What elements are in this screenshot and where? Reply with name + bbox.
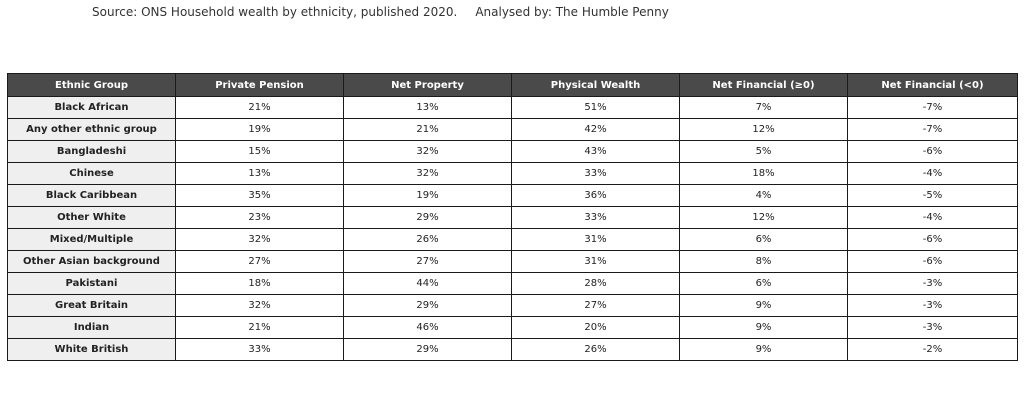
analysed-by-text: Analysed by: The Humble Penny xyxy=(475,5,669,19)
table-body xyxy=(8,97,1018,361)
table-cell: 21% xyxy=(176,317,344,339)
row-label: Any other ethnic group xyxy=(8,119,176,141)
table-row xyxy=(8,273,1018,295)
table-cell: 29% xyxy=(344,339,512,361)
column-header-3: Physical Wealth xyxy=(512,74,680,97)
wealth-composition-table xyxy=(7,73,1018,361)
source-text: Source: ONS Household wealth by ethnicity, published 2020. xyxy=(92,5,458,19)
table-cell: -5% xyxy=(848,185,1018,207)
table-cell: 44% xyxy=(344,273,512,295)
table-cell: 9% xyxy=(680,295,848,317)
table-cell: 12% xyxy=(680,119,848,141)
row-label: Black African xyxy=(8,97,176,119)
column-header-2: Net Property xyxy=(344,74,512,97)
row-label: Other Asian background xyxy=(8,251,176,273)
table-cell: 18% xyxy=(680,163,848,185)
table-cell: 27% xyxy=(512,295,680,317)
column-header-0: Ethnic Group xyxy=(8,74,176,97)
table-cell: -3% xyxy=(848,273,1018,295)
table-cell: 21% xyxy=(344,119,512,141)
table-cell: 18% xyxy=(176,273,344,295)
table-cell: -6% xyxy=(848,229,1018,251)
table-cell: 27% xyxy=(344,251,512,273)
table-cell: 20% xyxy=(512,317,680,339)
row-label: Indian xyxy=(8,317,176,339)
table-cell: -3% xyxy=(848,317,1018,339)
table-row xyxy=(8,207,1018,229)
row-label: Mixed/Multiple xyxy=(8,229,176,251)
table-header xyxy=(8,74,1018,97)
table-row xyxy=(8,251,1018,273)
table-cell: -4% xyxy=(848,207,1018,229)
row-label: Other White xyxy=(8,207,176,229)
row-label: Black Caribbean xyxy=(8,185,176,207)
table-cell: 29% xyxy=(344,295,512,317)
table-row xyxy=(8,97,1018,119)
table-cell: 33% xyxy=(512,163,680,185)
table-cell: -7% xyxy=(848,119,1018,141)
table-cell: 15% xyxy=(176,141,344,163)
table-cell: 31% xyxy=(512,229,680,251)
column-header-4: Net Financial (≥0) xyxy=(680,74,848,97)
table-cell: 32% xyxy=(176,229,344,251)
table-cell: 6% xyxy=(680,273,848,295)
table-cell: 32% xyxy=(344,141,512,163)
table-cell: 19% xyxy=(176,119,344,141)
table-row xyxy=(8,295,1018,317)
table-cell: 13% xyxy=(176,163,344,185)
table-cell: 32% xyxy=(344,163,512,185)
table-cell: 28% xyxy=(512,273,680,295)
table-row xyxy=(8,229,1018,251)
table-cell: -6% xyxy=(848,251,1018,273)
table-cell: 19% xyxy=(344,185,512,207)
table-cell: 12% xyxy=(680,207,848,229)
row-label: Great Britain xyxy=(8,295,176,317)
table-cell: 23% xyxy=(176,207,344,229)
table-cell: -6% xyxy=(848,141,1018,163)
table-row xyxy=(8,163,1018,185)
table-cell: 51% xyxy=(512,97,680,119)
table-cell: 46% xyxy=(344,317,512,339)
table-cell: 7% xyxy=(680,97,848,119)
table-cell: 21% xyxy=(176,97,344,119)
table-cell: 13% xyxy=(344,97,512,119)
row-label: Chinese xyxy=(8,163,176,185)
table-cell: -4% xyxy=(848,163,1018,185)
table-cell: 26% xyxy=(512,339,680,361)
table-cell: 8% xyxy=(680,251,848,273)
table-cell: 36% xyxy=(512,185,680,207)
table-cell: 32% xyxy=(176,295,344,317)
table-cell: 31% xyxy=(512,251,680,273)
table-row xyxy=(8,185,1018,207)
table-cell: 9% xyxy=(680,339,848,361)
table-cell: 33% xyxy=(512,207,680,229)
table-cell: 27% xyxy=(176,251,344,273)
table-cell: -2% xyxy=(848,339,1018,361)
column-header-5: Net Financial (<0) xyxy=(848,74,1018,97)
table-row xyxy=(8,339,1018,361)
table-cell: 26% xyxy=(344,229,512,251)
source-caption xyxy=(92,5,669,19)
table-cell: 9% xyxy=(680,317,848,339)
table-cell: 35% xyxy=(176,185,344,207)
row-label: Bangladeshi xyxy=(8,141,176,163)
header-row xyxy=(8,74,1018,97)
table-cell: -7% xyxy=(848,97,1018,119)
table-row xyxy=(8,141,1018,163)
row-label: Pakistani xyxy=(8,273,176,295)
table-cell: 33% xyxy=(176,339,344,361)
table-cell: -3% xyxy=(848,295,1018,317)
table-cell: 29% xyxy=(344,207,512,229)
table-cell: 4% xyxy=(680,185,848,207)
table-cell: 6% xyxy=(680,229,848,251)
row-label: White British xyxy=(8,339,176,361)
column-header-1: Private Pension xyxy=(176,74,344,97)
table-cell: 43% xyxy=(512,141,680,163)
table-cell: 42% xyxy=(512,119,680,141)
table-row xyxy=(8,119,1018,141)
table-cell: 5% xyxy=(680,141,848,163)
table-row xyxy=(8,317,1018,339)
